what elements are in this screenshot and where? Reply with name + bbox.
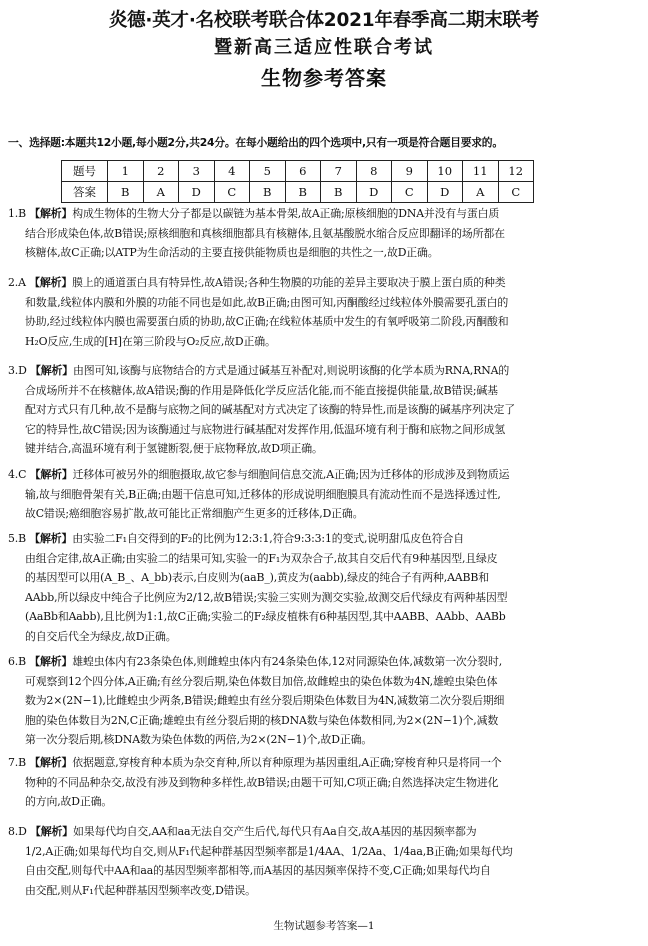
explanation-line: 依据题意,穿梭育种本质为杂交育种,所以育种原理为基因重组,A正确;穿梭育种只是将同一个 bbox=[72, 756, 502, 769]
question-number: 10 bbox=[427, 161, 463, 182]
analysis-tag: 【解析】 bbox=[30, 825, 73, 838]
explanation-line: 和数量,线粒体内膜和外膜的功能不同也是如此,故B正确;由图可知,丙酮酸经过线粒体外膜需要孔蛋白的 bbox=[25, 295, 509, 309]
explanation-line: 由图可知,该酶与底物结合的方式是通过碱基互补配对,则说明该酶的化学本质为RNA,RNA的 bbox=[72, 364, 510, 377]
question-number: 9 bbox=[392, 161, 428, 182]
answer-cell: C bbox=[214, 182, 250, 203]
exam-subtitle: 暨新高三适应性联合考试 bbox=[214, 37, 434, 58]
explanation-line: AAbb,所以绿皮中纯合子比例应为2/12,故B错误;实验三实则为测交实验,故测交后代绿皮有两种基因型 bbox=[25, 590, 508, 604]
explanation-line: 的方向,故D正确。 bbox=[25, 795, 113, 809]
row-label: 答案 bbox=[62, 182, 108, 203]
explanation-line: 的自交后代全为绿皮,故D正确。 bbox=[25, 629, 177, 643]
analysis-tag: 【解析】 bbox=[29, 276, 73, 289]
answer-cell: D bbox=[427, 182, 463, 203]
question-explanation bbox=[8, 529, 638, 647]
question-explanation bbox=[8, 361, 638, 459]
explanation-line: 可观察到12个四分体,A正确;有丝分裂后期,染色体数目加倍,故雌蝗虫的染色体数为4N,雄蝗虫染色体 bbox=[25, 674, 498, 688]
analysis-tag: 【解析】 bbox=[30, 364, 73, 377]
analysis-tag: 【解析】 bbox=[29, 655, 73, 668]
explanation-line: (AaBb和Aabb),且比例为1:1,故C正确;实验二的F₂绿皮植株有6种基因型,其中AABB、AAbb、AABb bbox=[25, 610, 506, 624]
question-number: 5 bbox=[250, 161, 286, 182]
explanation-line: 的基因型可以用(A_B_、A_bb)表示,白皮则为(aaB_),黄皮为(aabb),绿皮的纯合子有两种,AABB和 bbox=[25, 571, 489, 585]
question-number: 7 bbox=[321, 161, 357, 182]
question-number-row bbox=[62, 161, 534, 182]
question-answer: 2.A bbox=[8, 276, 26, 289]
answer-cell: D bbox=[179, 182, 215, 203]
question-number: 6 bbox=[285, 161, 321, 182]
explanation-line: 配对方式只有几种,故不是酶与底物之间的碱基配对方式决定了该酶的特异性,而是该酶的碱基序列决定了 bbox=[25, 403, 515, 417]
question-explanation bbox=[8, 465, 638, 524]
answer-cell: C bbox=[498, 182, 534, 203]
section-heading: 一、选择题:本题共12小题,每小题2分,共24分。在每小题给出的四个选项中,只有一项是符合题目要求的。 bbox=[8, 136, 503, 149]
question-answer: 8.D bbox=[8, 825, 27, 838]
explanation-line: 结合形成染色体,故B错误;原核细胞和真核细胞都具有核糖体,且氨基酸脱水缩合反应即翻译的场所都在 bbox=[25, 226, 505, 240]
question-answer: 3.D bbox=[8, 364, 27, 377]
explanation-line: 第一次分裂后期,核DNA数为染色体数的两倍,为2×(2N−1)个,故D正确。 bbox=[25, 733, 373, 747]
exam-title: 炎德·英才·名校联考联合体2021年春季高二期末联考 bbox=[108, 10, 540, 31]
document-title: 生物参考答案 bbox=[261, 66, 387, 90]
explanation-line: 输,故与细胞骨架有关,B正确;由题干信息可知,迁移体的形成说明细胞膜具有流动性而不是选择透过性, bbox=[25, 487, 501, 501]
explanation-line: 键并结合,高温环境有利于氢键断裂,便于底物释放,故D项正确。 bbox=[25, 442, 323, 456]
explanation-line: H₂O反应,生成的[H]在第三阶段与O₂反应,故D正确。 bbox=[25, 334, 276, 348]
question-number: 4 bbox=[214, 161, 250, 182]
explanation-line: 物种的不同品种杂交,故没有涉及到物种多样性,故B错误;由题干可知,C项正确;自然选择决定生物进化 bbox=[25, 775, 499, 789]
answer-cell: D bbox=[356, 182, 392, 203]
page-footer: 生物试题参考答案—1 bbox=[273, 920, 375, 932]
explanation-line: 如果每代均自交,AA和aa无法自交产生后代,每代只有Aa自交,故A基因的基因频率都为 bbox=[72, 825, 477, 838]
explanation-line: 由实验二F₁自交得到的F₂的比例为12:3:1,符合9:3:3:1的变式,说明甜瓜皮色符合自 bbox=[72, 532, 464, 545]
question-number: 2 bbox=[143, 161, 179, 182]
answer-cell: B bbox=[108, 182, 144, 203]
question-explanation bbox=[8, 822, 638, 900]
answer-row bbox=[62, 182, 534, 203]
question-explanation bbox=[8, 204, 638, 263]
question-number: 8 bbox=[356, 161, 392, 182]
analysis-tag: 【解析】 bbox=[29, 532, 73, 545]
analysis-tag: 【解析】 bbox=[29, 207, 73, 220]
question-number: 11 bbox=[463, 161, 499, 182]
answer-cell: C bbox=[392, 182, 428, 203]
question-answer: 6.B bbox=[8, 655, 26, 668]
row-label: 题号 bbox=[62, 161, 108, 182]
answer-cell: B bbox=[321, 182, 357, 203]
question-explanation bbox=[8, 273, 638, 351]
answer-cell: A bbox=[143, 182, 179, 203]
explanation-line: 自由交配,则每代中AA和aa的基因型频率都相等,而A基因的基因频率保持不变,C正确;如果每代均自 bbox=[25, 864, 491, 878]
analysis-tag: 【解析】 bbox=[29, 756, 73, 769]
explanation-line: 1/2,A正确;如果每代均自交,则从F₁代起种群基因型频率都是1/4AA、1/2Aa、1/4aa,B正确;如果每代均 bbox=[25, 844, 513, 858]
explanation-line: 它的特异性,故C错误;因为该酶通过与底物进行碱基配对发挥作用,低温环境有利于酶和底物之间形成氢 bbox=[25, 422, 506, 436]
explanation-line: 核糖体,故C正确;以ATP为生命活动的主要直接供能物质也是细胞的共性之一,故D正确。 bbox=[25, 246, 439, 260]
question-number: 1 bbox=[108, 161, 144, 182]
explanation-line: 雄蝗虫体内有23条染色体,则雌蝗虫体内有24条染色体,12对同源染色体,减数第一次分裂时, bbox=[72, 655, 503, 668]
explanation-line: 合成场所并不在核糖体,故A错误;酶的作用是降低化学反应活化能,而不能直接提供能量,故B错误;碱基 bbox=[25, 383, 498, 397]
answer-cell: B bbox=[285, 182, 321, 203]
question-answer: 5.B bbox=[8, 532, 26, 545]
question-answer: 7.B bbox=[8, 756, 26, 769]
analysis-tag: 【解析】 bbox=[29, 468, 73, 481]
question-number: 12 bbox=[498, 161, 534, 182]
explanation-line: 由交配,则从F₁代起种群基因型频率改变,D错误。 bbox=[25, 883, 256, 897]
explanation-line: 故C错误;癌细胞容易扩散,故可能比正常细胞产生更多的迁移体,D正确。 bbox=[25, 507, 364, 521]
question-explanation bbox=[8, 652, 638, 750]
explanation-line: 迁移体可被另外的细胞摄取,故它参与细胞间信息交流,A正确;因为迁移体的形成涉及到物质运 bbox=[72, 468, 510, 481]
explanation-line: 数为2×(2N−1),比雌蝗虫少两条,B错误;雌蝗虫有丝分裂后期染色体数目为4N,减数第二次分裂后期细 bbox=[25, 694, 505, 708]
answer-cell: A bbox=[463, 182, 499, 203]
question-explanation bbox=[8, 753, 638, 812]
answer-table bbox=[61, 160, 534, 203]
question-answer: 4.C bbox=[8, 468, 27, 481]
explanation-line: 协助,经过线粒体内膜也需要蛋白质的协助,故C正确;在线粒体基质中发生的有氧呼吸第二阶段,丙酮酸和 bbox=[25, 315, 509, 329]
question-number: 3 bbox=[179, 161, 215, 182]
question-answer: 1.B bbox=[8, 207, 26, 220]
explanation-line: 由组合定律,故A正确;由实验二的结果可知,实验一的F₁为双杂合子,故其自交后代有9种基因型,且绿皮 bbox=[25, 551, 498, 565]
answer-cell: B bbox=[250, 182, 286, 203]
explanation-line: 构成生物体的生物大分子都是以碳链为基本骨架,故A正确;原核细胞的DNA并没有与蛋白质 bbox=[72, 207, 500, 220]
explanation-line: 膜上的通道蛋白具有特异性,故A错误;各种生物膜的功能的差异主要取决于膜上蛋白质的种类 bbox=[72, 276, 506, 289]
explanation-line: 胞的染色体数目为2N,C正确;雄蝗虫有丝分裂后期的核DNA数与染色体数相同,为2×(2N−1)个,减数 bbox=[25, 713, 499, 727]
